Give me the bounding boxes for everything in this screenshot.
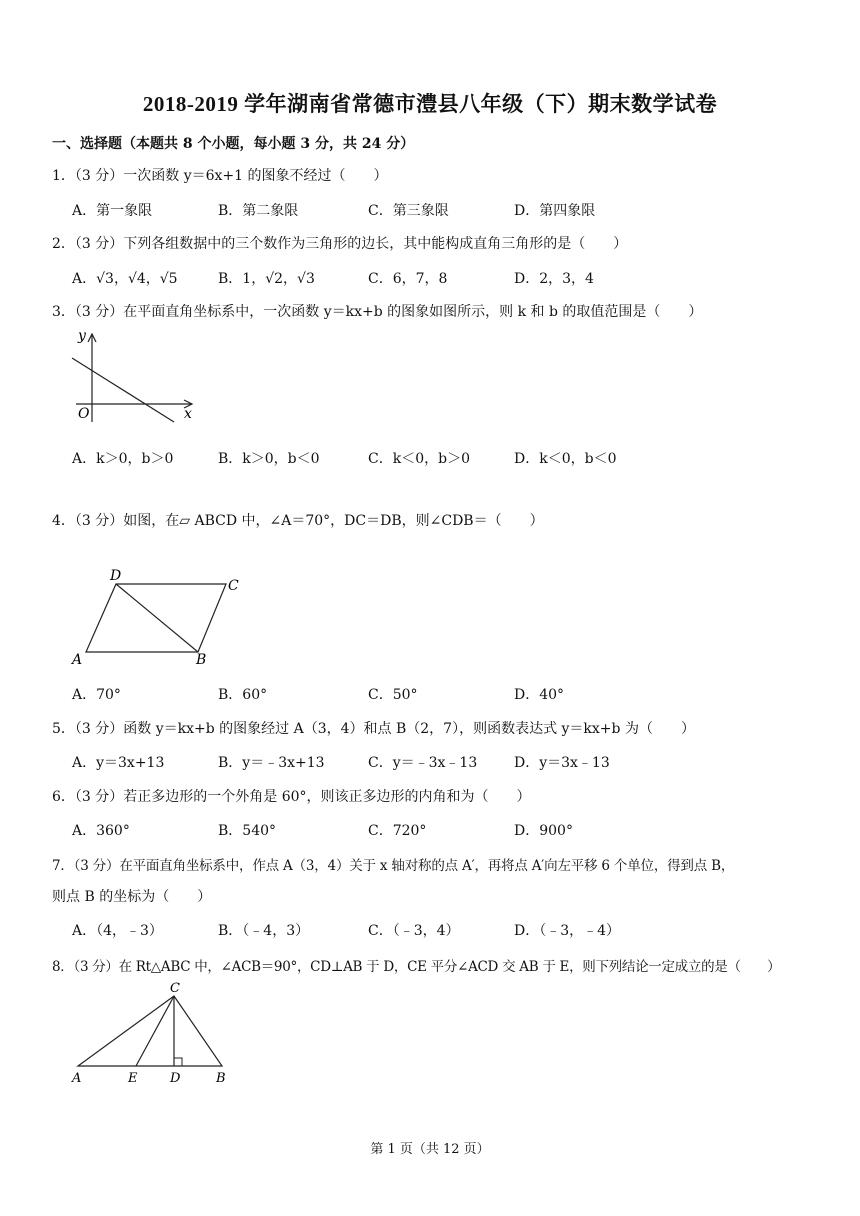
q4-option-b: B．60° xyxy=(218,687,268,703)
q3-label-y: y xyxy=(78,328,86,344)
q3-option-a: A．k＞0，b＞0 xyxy=(72,451,174,467)
q6-option-b: B．540° xyxy=(218,823,277,839)
q7-option-c: C．（﹣3，4） xyxy=(368,923,460,939)
q4-label-c: C xyxy=(228,578,239,594)
q8-bisector-ce xyxy=(136,996,174,1066)
q6-option-a: A．360° xyxy=(72,823,130,839)
q8-label-d: D xyxy=(170,1071,181,1086)
q1-option-d: D．第四象限 xyxy=(514,203,596,219)
q2-option-b: B．1，√2，√3 xyxy=(218,271,315,287)
q5-option-d: D．y＝3x﹣13 xyxy=(514,755,610,771)
q8-triangle-abc xyxy=(78,996,222,1066)
question-4-stem: 4．（3 分）如图，在▱ ABCD 中，∠A＝70°，DC＝DB，则∠CDB＝（ ） xyxy=(52,513,544,529)
q5-option-c: C．y＝﹣3x﹣13 xyxy=(368,755,478,771)
q2-option-c: C．6，7，8 xyxy=(368,271,448,287)
q4-option-c: C．50° xyxy=(368,687,418,703)
question-5-stem: 5．（3 分）函数 y＝kx+b 的图象经过 A（3，4）和点 B（2，7），则函数表达式 y＝kx+b 为（ ） xyxy=(52,721,695,737)
question-6-stem: 6．（3 分）若正多边形的一个外角是 60°，则该正多边形的内角和为（ ） xyxy=(52,789,531,805)
q6-option-d: D．900° xyxy=(514,823,573,839)
q5-option-b: B．y＝﹣3x+13 xyxy=(218,755,325,771)
q3-option-d: D．k＜0，b＜0 xyxy=(514,451,617,467)
q6-option-c: C．720° xyxy=(368,823,427,839)
page-footer: 第 1 页（共 12 页） xyxy=(370,1142,490,1157)
q2-option-d: D．2，3，4 xyxy=(514,271,594,287)
question-7-stem: 7．（3 分）在平面直角坐标系中，作点 A（3，4）关于 x 轴对称的点 A′，再将点 A′向左平移 6 个单位，得到点 B， xyxy=(52,858,735,874)
section-heading: 一、选择题（本题共 8 个小题，每小题 3 分，共 24 分） xyxy=(52,136,415,152)
q4-parallelogram-figure xyxy=(66,562,256,674)
q4-option-a: A．70° xyxy=(72,687,121,703)
q3-label-origin: O xyxy=(78,406,90,422)
q4-label-b: B xyxy=(196,652,207,668)
q8-label-e: E xyxy=(128,1071,138,1086)
q1-option-c: C．第三象限 xyxy=(368,203,449,219)
q4-parallelogram xyxy=(86,584,226,652)
q8-label-b: B xyxy=(216,1071,226,1086)
q7-option-a: A．（4，﹣3） xyxy=(72,923,163,939)
q1-option-a: A．第一象限 xyxy=(72,203,153,219)
question-3-stem: 3．（3 分）在平面直角坐标系中，一次函数 y＝kx+b 的图象如图所示，则 k 和 b 的取值范围是（ ） xyxy=(52,304,703,320)
q7-option-b: B．（﹣4，3） xyxy=(218,923,310,939)
question-1-stem: 1．（3 分）一次函数 y＝6x+1 的图象不经过（ ） xyxy=(52,168,388,184)
page-title: 2018-2019 学年湖南省常德市澧县八年级（下）期末数学试卷 xyxy=(142,92,718,116)
q4-label-d: D xyxy=(110,568,122,584)
q3-option-b: B．k＞0，b＜0 xyxy=(218,451,320,467)
q8-right-angle-mark xyxy=(174,1058,182,1066)
question-7-stem-line2: 则点 B 的坐标为（ ） xyxy=(52,889,212,905)
q1-option-b: B．第二象限 xyxy=(218,203,299,219)
q7-option-d: D．（﹣3，﹣4） xyxy=(514,923,621,939)
q8-label-c: C xyxy=(170,981,180,996)
q4-diagonal-db xyxy=(116,584,198,652)
question-8-stem: 8．（3 分）在 Rt△ABC 中，∠ACB＝90°，CD⊥AB 于 D，CE 平分∠ACD 交 AB 于 E，则下列结论一定成立的是（ ） xyxy=(52,959,781,975)
q3-graph-figure xyxy=(66,322,206,426)
q3-label-x: x xyxy=(184,406,192,422)
q4-option-d: D．40° xyxy=(514,687,565,703)
q2-option-a: A．√3，√4，√5 xyxy=(72,271,178,287)
q5-option-a: A．y＝3x+13 xyxy=(72,755,165,771)
question-2-stem: 2．（3 分）下列各组数据中的三个数作为三角形的边长，其中能构成直角三角形的是（ ） xyxy=(52,236,628,252)
q4-label-a: A xyxy=(72,652,83,668)
q8-label-a: A xyxy=(72,1071,82,1086)
q8-triangle-figure xyxy=(66,980,246,1088)
q3-option-c: C．k＜0，b＞0 xyxy=(368,451,470,467)
